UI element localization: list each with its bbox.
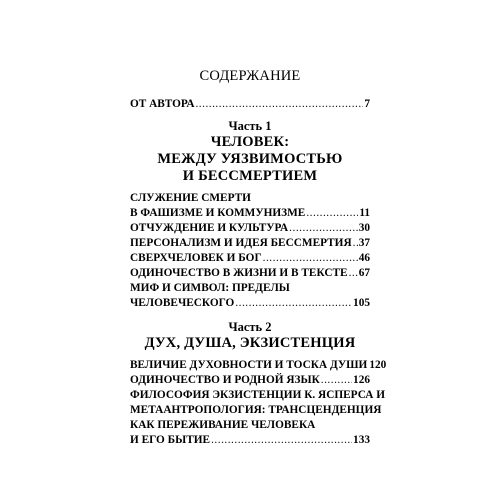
dot-leader <box>306 206 358 221</box>
dot-leader <box>353 236 358 251</box>
dot-leader <box>235 296 352 311</box>
toc-entry <box>130 358 387 373</box>
toc-entry <box>130 296 370 311</box>
toc-entry-text: ОДИНОЧЕСТВО И РОДНОЙ ЯЗЫК <box>130 374 320 386</box>
toc-entry-text: В ФАШИЗМЕ И КОММУНИЗМЕ <box>130 207 306 219</box>
dot-leader <box>349 266 358 281</box>
dot-leader <box>211 433 352 448</box>
toc-entry-text: ФИЛОСОФИЯ ЭКЗИСТЕНЦИИ К. ЯСПЕРСА И <box>130 389 386 401</box>
toc-entry <box>130 418 370 433</box>
toc-entry <box>130 433 370 448</box>
dot-leader <box>263 251 358 266</box>
toc-entry-text: СВЕРХЧЕЛОВЕК И БОГ <box>130 252 262 264</box>
contents-title: СОДЕРЖАНИЕ <box>199 68 301 84</box>
part-2-label: Часть 2 <box>228 320 272 334</box>
toc-entry-text: И ЕГО БЫТИЕ <box>130 434 211 446</box>
toc-entry-text: СЛУЖЕНИЕ СМЕРТИ <box>130 192 251 204</box>
toc-entry-text: МИФ И СИМВОЛ: ПРЕДЕЛЫ <box>130 282 290 294</box>
toc-entry <box>130 388 386 403</box>
toc-entry-page: 105 <box>353 297 370 309</box>
part-1-entries <box>130 191 370 311</box>
dot-leader <box>195 97 363 112</box>
toc-entry-text: ОТЧУЖДЕНИЕ И КУЛЬТУРА <box>130 222 289 234</box>
toc-entry-page: 30 <box>358 222 370 234</box>
toc-entry-page: 37 <box>358 237 370 249</box>
toc-entry <box>130 236 370 251</box>
toc-entry <box>130 373 370 388</box>
toc-entry-page: 46 <box>358 252 370 264</box>
toc-entry <box>130 281 370 296</box>
toc-entry <box>130 403 382 418</box>
part-1-heading-line: МЕЖДУ УЯЗВИМОСТЬЮ <box>157 151 343 167</box>
toc-entry-page: 133 <box>353 434 370 446</box>
part-1-heading-line: ЧЕЛОВЕК: <box>210 134 290 150</box>
dot-leader <box>289 221 358 236</box>
dot-leader <box>321 373 352 388</box>
part-1-label: Часть 1 <box>228 119 272 133</box>
toc-entry-text: ОДИНОЧЕСТВО В ЖИЗНИ И В ТЕКСТЕ <box>130 267 348 279</box>
toc-entry-page: 67 <box>358 267 370 279</box>
toc-entry-text: ЧЕЛОВЕЧЕСКОГО <box>130 297 235 309</box>
toc-entry-text: ПЕРСОНАЛИЗМ И ИДЕЯ БЕССМЕРТИЯ <box>130 237 352 249</box>
toc-entry-text: МЕТААНТРОПОЛОГИЯ: ТРАНСЦЕНДЕНЦИЯ <box>130 404 382 416</box>
toc-entry-page: 7 <box>364 98 370 110</box>
toc-entry-text: КАК ПЕРЕЖИВАНИЕ ЧЕЛОВЕКА <box>130 419 316 431</box>
toc-entry-text: ВЕЛИЧИЕ ДУХОВНОСТИ И ТОСКА ДУШИ <box>130 359 368 371</box>
toc-entry <box>130 206 370 221</box>
part-2-heading-line: ДУХ, ДУША, ЭКЗИСТЕНЦИЯ <box>144 335 356 351</box>
toc-entry-page: 126 <box>353 374 370 386</box>
toc-entry-author <box>130 97 370 112</box>
part-1-heading-line: И БЕССМЕРТИЕМ <box>182 168 318 184</box>
toc-entry <box>130 251 370 266</box>
toc-entry-page: 120 <box>369 359 387 371</box>
toc-entry-page: 11 <box>359 207 370 219</box>
toc-entry <box>130 221 370 236</box>
toc-entry <box>130 191 370 206</box>
part-2-entries <box>130 358 387 448</box>
toc-entry-text: ОТ АВТОРА <box>130 98 195 110</box>
table-of-contents <box>130 68 387 448</box>
toc-entry <box>130 266 370 281</box>
